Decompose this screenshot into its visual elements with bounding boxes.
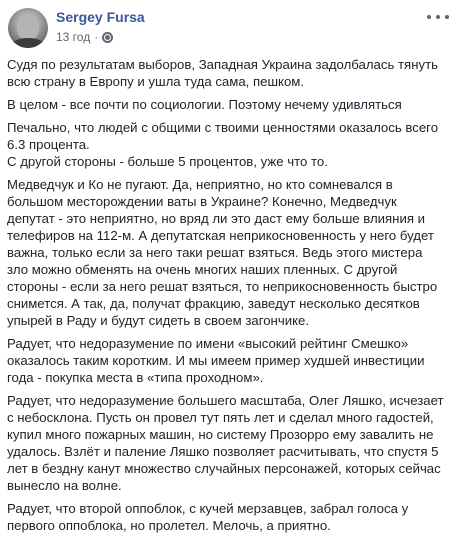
post-paragraph: Медведчук и Ко не пугают. Да, неприятно, но кто сомневался в большом месторождении ваты в Украине? Конечно, Медведчук депутат - это неприятно, но вряд ли это даст ему больше влияния и телефиров на 112-м. А депутатская неприкосновенность у него будет важна, только если за него таки решат взяться. Ведь этого мистера зло можно обменять на очень многих наших пленных. С другой стороны - если за него решат взяться, то неприкосновенность быстро снимется. А так, да, получат фракцию, заведут несколько десятков упырей в Раду и будут сидеть в своем загончике. bbox=[7, 177, 438, 328]
post-paragraph: Печально, что людей с общими с твоими ценностями оказалось всего 6.3 процента. bbox=[7, 120, 439, 152]
more-dot bbox=[436, 15, 440, 19]
post-header bbox=[8, 8, 451, 48]
author-name[interactable]: Sergey Fursa bbox=[56, 9, 145, 25]
more-options-icon[interactable] bbox=[427, 10, 449, 24]
more-dot bbox=[445, 15, 449, 19]
meta-separator: · bbox=[94, 30, 99, 44]
more-dot bbox=[427, 15, 431, 19]
post-meta bbox=[56, 30, 113, 44]
avatar[interactable] bbox=[8, 8, 48, 48]
post-paragraph: С другой стороны - больше 5 процентов, уже что то. bbox=[7, 154, 328, 169]
post-paragraph: Радует, что второй оппоблок, с кучей мерзавцев, забрал голоса у первого оппоблока, но пролетел. Мелочь, а приятно. bbox=[7, 501, 409, 533]
avatar-face bbox=[17, 14, 39, 40]
post-paragraph: В целом - все почти по социологии. Поэтому нечему удивляться bbox=[7, 97, 402, 112]
post-paragraph: Радует, что недоразумение по имени «высокий рейтинг Смешко» оказалось таким коротким. И мы имеем пример худшей инвестиции года - покупка места в «типа проходном». bbox=[7, 336, 425, 385]
post-timestamp[interactable]: 13 год bbox=[56, 30, 91, 44]
post-paragraph: Радует, что недоразумение большего масштаба, Олег Ляшко, исчезает с небосклона. Пусть он провел тут пять лет и сделал много гадостей, купил много пожарных машин, но систему Прозорро ему завалить не удалось. Взлёт и паление Ляшко позволяет расчитывать, что спустя 5 лет в бездну канут множество случайных персонажей, которых сейчас вынесло на волне. bbox=[7, 393, 444, 493]
avatar-shoulders bbox=[10, 38, 46, 48]
globe-icon[interactable] bbox=[102, 32, 113, 43]
post-body bbox=[7, 56, 447, 540]
post-paragraph: Судя по результатам выборов, Западная Украина задолбалась тянуть всю страну в Европу и ушла туда сама, пешком. bbox=[7, 57, 438, 89]
